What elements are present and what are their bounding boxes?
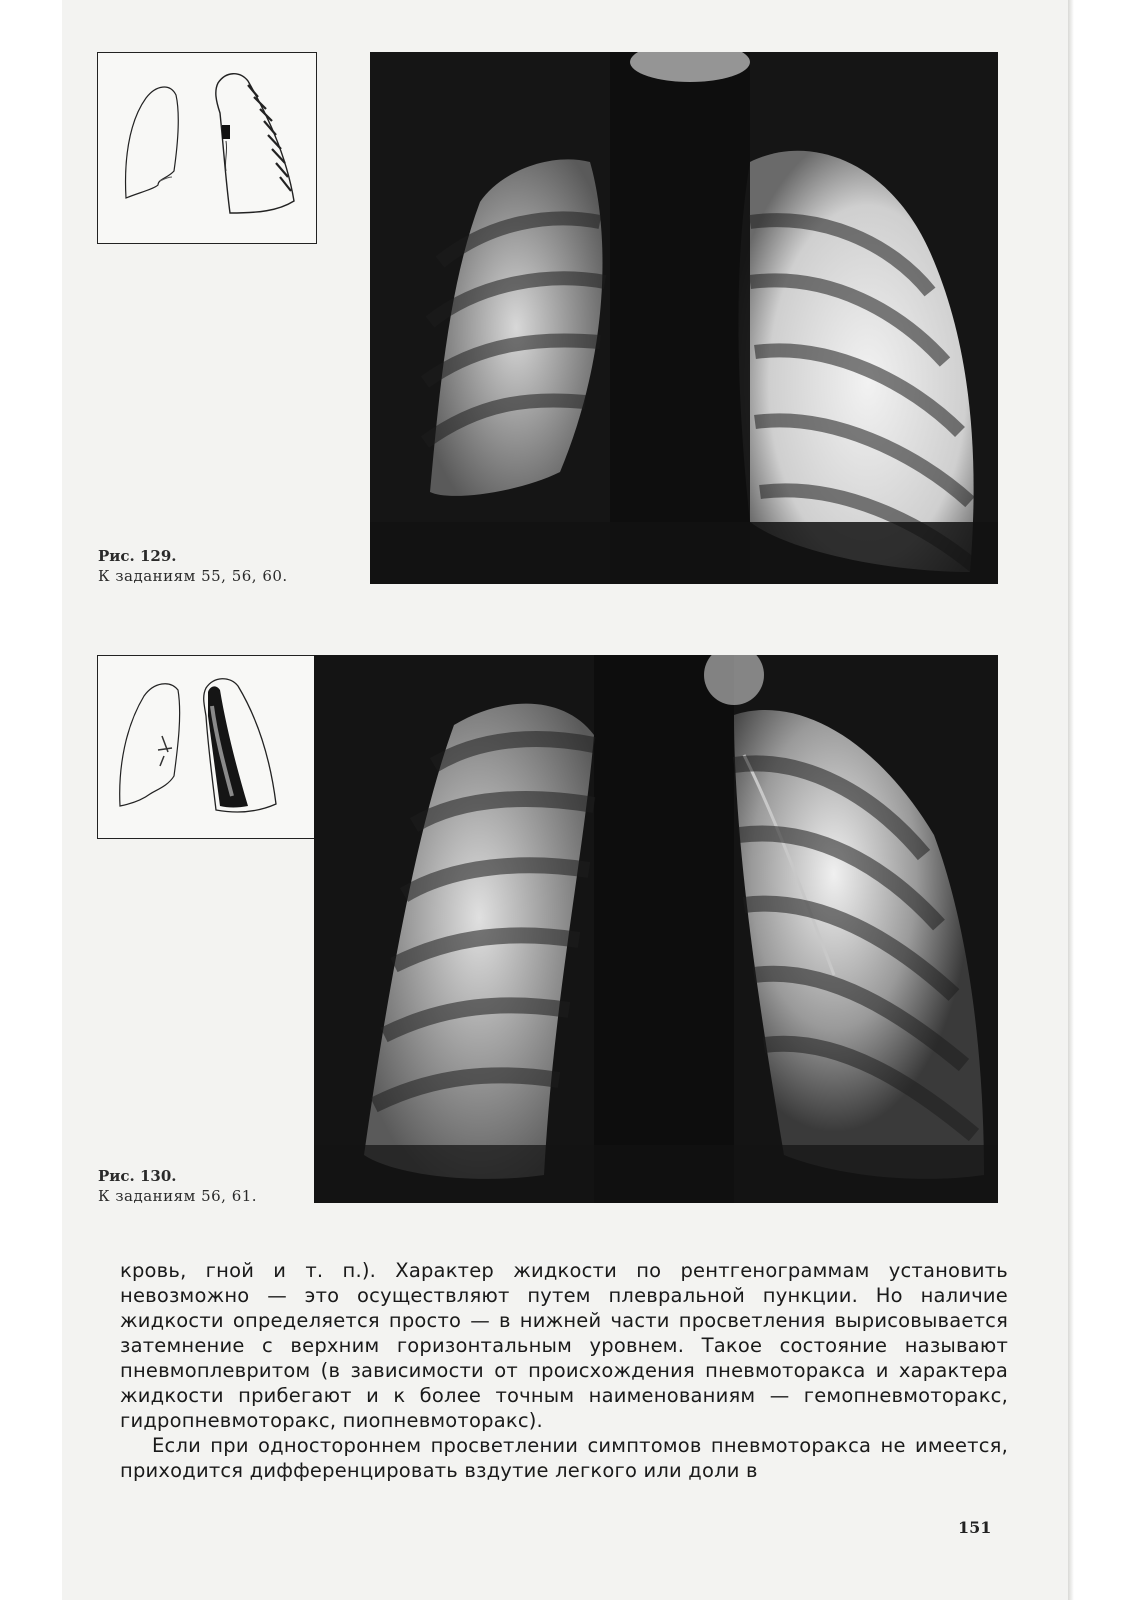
paragraph-2: Если при одностороннем просветлении симптомов пневмоторакса не имеется, приходится дифференцировать вздутие легкого или доли в: [120, 1434, 1008, 1482]
paragraph-1: кровь, гной и т. п.). Характер жидкости по рентгенограммам установить невозможно — это осуществляют путем плевральной пункции. Но наличие жидкости определяется просто — в нижней части просветления вырисовывается затемнение с верхним горизонтальным уровнем. Такое состояние называют пневмоплевритом (в зависимости от происхождения пневмоторакса и характера жидкости прибегают и к более точным наименованиям — гемопневмоторакс, гидропневмоторакс, пиопневмоторакс).: [120, 1259, 1008, 1432]
figure-129-label: Рис. 129.: [98, 547, 177, 565]
figure-130-schema: [97, 655, 321, 839]
figure-129-caption: [98, 546, 288, 586]
figure-130-label: Рис. 130.: [98, 1167, 177, 1185]
figure-129-text: К заданиям 55, 56, 60.: [98, 567, 288, 585]
figure-130-xray: [314, 655, 998, 1203]
chest-xray-image-icon: [314, 655, 998, 1203]
figure-129-schema: [97, 52, 317, 244]
lung-outline-schema-icon: [98, 53, 316, 243]
figure-130-text: К заданиям 56, 61.: [98, 1187, 258, 1205]
body-text: [120, 1258, 1008, 1483]
page-number: 151: [958, 1518, 992, 1537]
figure-130-caption: [98, 1166, 257, 1206]
lung-outline-schema-icon: [98, 656, 320, 838]
figure-129-xray: [370, 52, 998, 584]
page-edge: [1068, 0, 1074, 1600]
chest-xray-image-icon: [370, 52, 998, 584]
